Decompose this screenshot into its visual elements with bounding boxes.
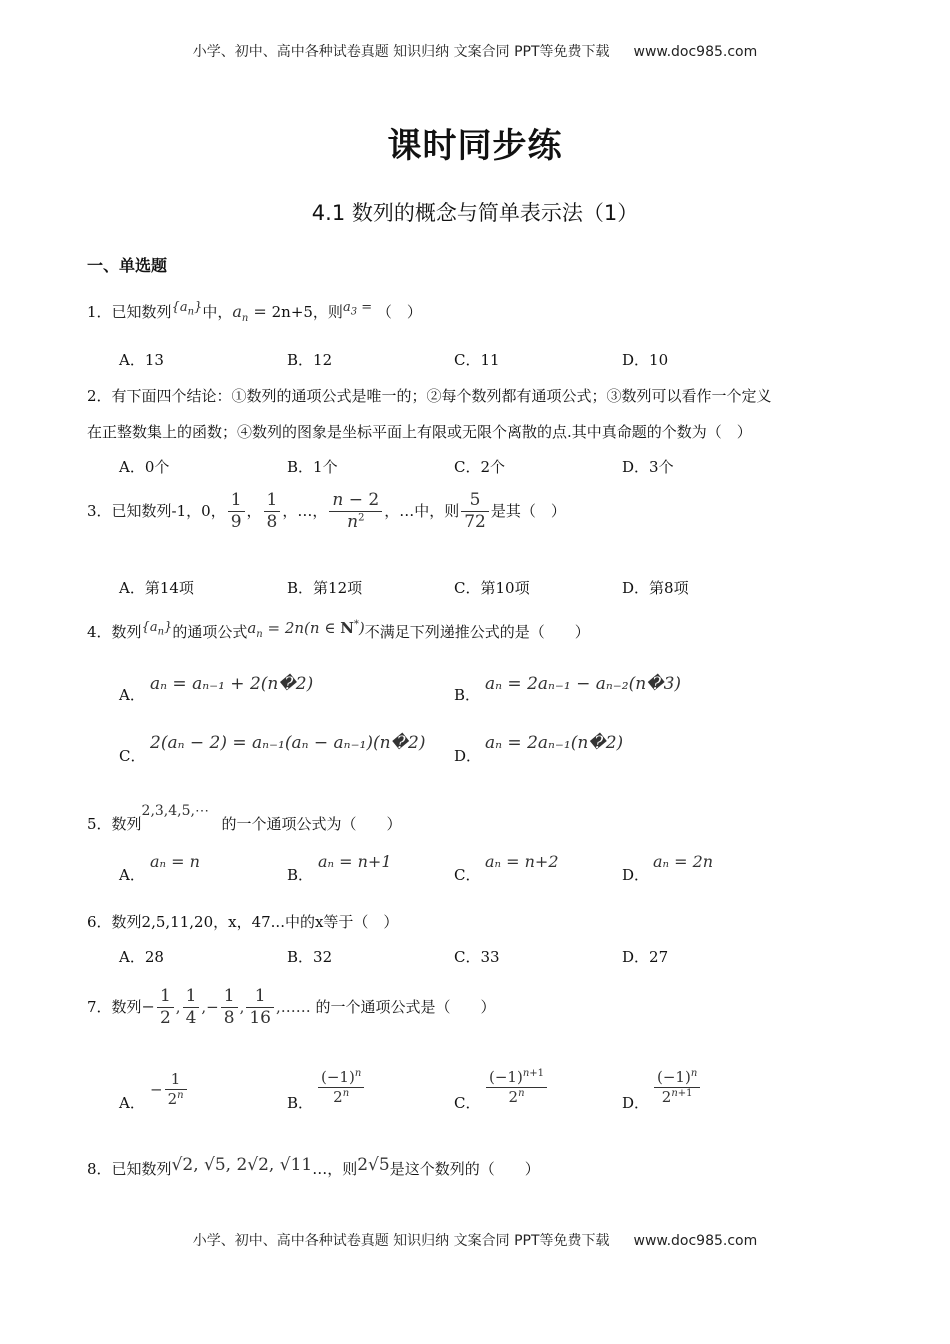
fraction-1-8: $\frac{1}{8}$ [221,986,238,1030]
q7-label-c: C． [454,1094,481,1112]
q4-formula-b: aₙ = 2aₙ₋₁ − aₙ₋₂(n�3) [485,674,682,694]
q2-option-d: D．3个 [622,458,674,476]
q5-label-a: A． [119,866,145,884]
q7-label-a: A． [119,1094,145,1112]
q5-formula-b: aₙ = n+1 [318,852,392,871]
header-url[interactable]: www.doc985.com [633,44,758,60]
a3-formula: $a_3$ = [342,300,373,318]
footer-url[interactable]: www.doc985.com [633,1233,758,1249]
question-8: 8．已知数列√2, √5, 2√2, √11…，则2√5是这个数列的（ ） [87,1155,540,1178]
page-title: 课时同步练 [387,126,563,166]
q4-formula-a: aₙ = aₙ₋₁ + 2(n�2) [150,674,314,694]
q2-option-c: C．2个 [454,458,506,476]
fraction-1-16: $\frac{1}{16}$ [246,986,274,1030]
question-1: 1．已知数列$\{a_n\}$中，$a_n = 2n+5$，则$a_3$ = （ ） [87,300,422,325]
q6-option-b: B．32 [287,948,333,966]
footer-text: 小学、初中、高中各种试卷真题 知识归纳 文案合同 PPT等免费下载 [192,1233,610,1249]
question-5: 5．数列2,3,4,5,⋯的一个通项公式为（ ） [87,803,402,833]
question-2-line-1: 2．有下面四个结论：①数列的通项公式是唯一的；②每个数列都有通项公式；③数列可以看作一个定义 [87,387,772,405]
q7-label-b: B． [287,1094,314,1112]
fraction-n-minus-2-over-n2: $\frac{n - 2}{n^2}$ [329,490,382,534]
general-term-formula: $a_n = 2n(n$ ∈ N*) [247,619,365,640]
sequence-formula: 2,3,4,5,⋯ [141,803,209,819]
q1-option-a: A．13 [119,351,164,369]
an-formula: $a_n$ = [232,302,267,325]
q7-formula-d: $\frac{(-1)^n}{2^{n+1}}$ [652,1068,702,1107]
value-2sqrt5: 2√5 [357,1155,390,1175]
q1-option-d: D．10 [622,351,669,369]
q1-option-c: C．11 [454,351,500,369]
q7-formula-c: $\frac{(-1)^{n+1}}{2^n}$ [484,1068,549,1107]
q7-label-d: D． [622,1094,650,1112]
q6-option-c: C．33 [454,948,500,966]
set-an-formula: $\{a_n\}$ [141,620,173,638]
fraction-1-2: $\frac{1}{2}$ [157,986,174,1030]
q5-formula-a: aₙ = n [150,852,200,871]
sequence-sqrt-formula: √2, √5, 2√2, √11 [171,1155,313,1175]
q4-label-a: A． [119,686,145,704]
q4-formula-d: aₙ = 2aₙ₋₁(n�2) [485,733,624,753]
q1-option-b: B．12 [287,351,333,369]
q5-formula-d: aₙ = 2n [653,852,714,871]
q6-option-a: A．28 [119,948,164,966]
fraction-1-9: $\frac{1}{9}$ [228,490,245,534]
q4-label-c: C． [119,747,146,765]
q5-formula-c: aₙ = n+2 [485,852,559,871]
question-6: 6．数列2,5,11,20，x，47...中的x等于（ ） [87,913,399,931]
q4-label-d: D． [454,747,482,765]
page-footer [0,1230,950,1250]
q3-option-b: B．第12项 [287,579,363,597]
q4-label-b: B． [454,686,481,704]
question-2-line-2: 在正整数集上的函数；④数列的图象是坐标平面上有限或无限个离散的点.其中真命题的个数为（ ） [87,423,752,441]
question-7: 7．数列− $\frac{1}{2}$ , $\frac{1}{4}$ ,− $\frac{1}{8}$ , $\frac{1}{16}$ ,…… 的一个通项公式是（ ） [87,986,496,1029]
fraction-1-8: $\frac{1}{8}$ [264,490,281,534]
set-an-formula: $\{a_n\}$ [171,300,203,318]
q5-label-c: C． [454,866,481,884]
q2-option-a: A．0个 [119,458,170,476]
q3-option-c: C．第10项 [454,579,530,597]
page-header [0,41,950,61]
q3-option-d: D．第8项 [622,579,689,597]
q2-option-b: B．1个 [287,458,338,476]
q4-formula-c: 2(aₙ − 2) = aₙ₋₁(aₙ − aₙ₋₁)(n�2) [150,733,426,753]
page-subtitle: 4.1 数列的概念与简单表示法（1） [311,201,639,225]
header-text: 小学、初中、高中各种试卷真题 知识归纳 文案合同 PPT等免费下载 [192,44,610,60]
section-heading: 一、单选题 [87,256,168,275]
question-3: 3．已知数列-1，0， $\frac{1}{9}$ ， $\frac{1}{8}$ ，…， $\frac{n - 2}{n^2}$ ，…中，则 $\frac{5}{72}$ 是其（ ） [87,490,566,533]
q3-option-a: A．第14项 [119,579,194,597]
q5-label-d: D． [622,866,650,884]
q7-formula-b: $\frac{(-1)^n}{2^n}$ [316,1068,366,1107]
q5-label-b: B． [287,866,314,884]
question-4: 4．数列$\{a_n\}$的通项公式$a_n = 2n(n$ ∈ N*)不满足下列递推公式的是（ ） [87,619,590,641]
q7-formula-a: − $\frac{1}{2^n}$ [150,1070,189,1109]
q6-option-d: D．27 [622,948,669,966]
fraction-5-72: $\frac{5}{72}$ [461,490,489,534]
fraction-1-4: $\frac{1}{4}$ [183,986,200,1030]
